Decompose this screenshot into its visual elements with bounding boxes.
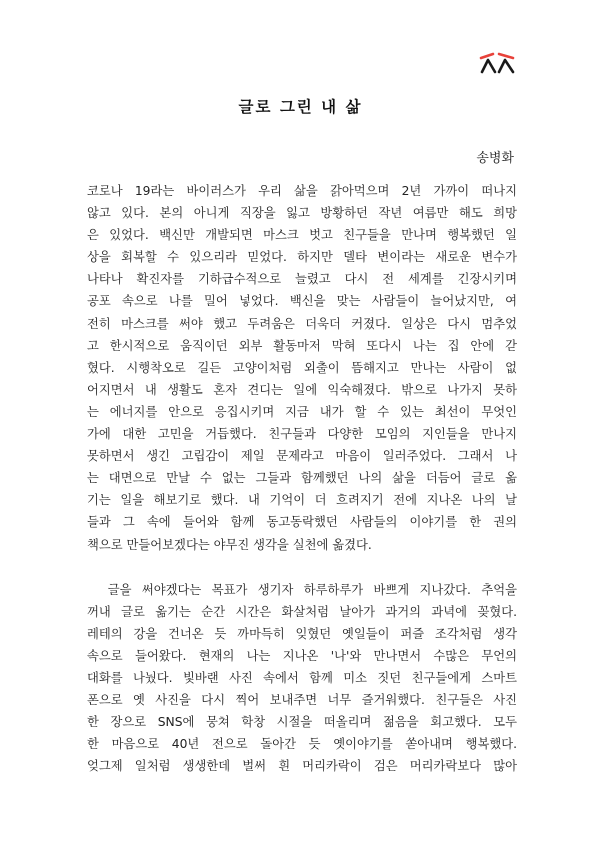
text-line: 혔다. 시행착오로 길든 고양이처럼 외출이 뜸해지고 만나는 사람이 없 — [87, 360, 517, 375]
text-line: 꺼내 글로 옮기는 순간 시간은 화살처럼 날아가 과거의 과녁에 꽂혔다. — [87, 604, 517, 619]
text-line: 못하면서 생긴 고립감이 제일 문제라고 마음이 일러주었다. 그래서 나 — [87, 449, 517, 464]
text-line: 은 있었다. 백신만 개발되면 마스크 벗고 친구들을 만나며 행복했던 일 — [87, 228, 517, 243]
text-line: 전히 마스크를 써야 했고 두려움은 더욱더 커졌다. 일상은 다시 멈추었 — [87, 316, 517, 331]
text-line: 는 에너지를 안으로 응집시키며 지금 내가 할 수 있는 최선이 무엇인 — [87, 404, 517, 419]
author-name: 송병화 — [476, 151, 514, 166]
paragraph-1 — [87, 180, 517, 556]
text-line: 엊그제 일처럼 생생한데 벌써 흰 머리카락이 검은 머리카락보다 많아 — [87, 759, 517, 774]
text-line: 속으로 들어왔다. 현재의 나는 지나온 '나'와 만나면서 수많은 무언의 — [87, 648, 517, 663]
text-line: 한 마음으로 40년 전으로 돌아간 듯 옛이야기를 쏟아내며 행복했다. — [87, 737, 517, 752]
paragraph-gap — [87, 556, 517, 579]
text-line: 폰으로 옛 사진을 다시 찍어 보내주면 너무 즐거워했다. 친구들은 사진 — [87, 693, 517, 708]
text-line: 고 한시적으로 움직이던 외부 활동마저 막혀 또다시 나는 집 안에 갇 — [87, 338, 517, 353]
text-line: 가에 대한 고민을 거듭했다. 친구들과 다양한 모임의 지인들을 만나지 — [87, 427, 517, 442]
text-line: 기는 일을 해보기로 했다. 내 기억이 더 흐려지기 전에 지나온 나의 날 — [87, 493, 517, 508]
text-line: 코로나 19라는 바이러스가 우리 삶을 갉아먹으며 2년 가까이 떠나지 — [87, 184, 517, 198]
text-line: 않고 있다. 본의 아니게 직장을 잃고 방황하던 작년 여름만 해도 희망 — [87, 206, 517, 221]
body-text — [87, 180, 517, 777]
text-line: 는 대면으로 만날 수 없는 그들과 함께했던 나의 삶을 더듬어 글로 옮 — [87, 471, 517, 486]
text-line: 상을 회복할 수 있으리라 믿었다. 하지만 델타 변이라는 새로운 변수가 — [87, 250, 517, 265]
paragraph-2 — [87, 579, 517, 778]
text-line: 대화를 나눴다. 빛바랜 사진 속에서 함께 미소 짓던 친구들에게 스마트 — [87, 670, 517, 685]
page-title: 글로 그린 내 삶 — [238, 98, 363, 116]
text-line: 한 장으로 SNS에 뭉쳐 학창 시절을 떠올리며 젊음을 회고했다. 모두 — [87, 715, 517, 730]
text-line: 레테의 강을 건너온 듯 까마득히 잊혔던 옛일들이 퍼즐 조각처럼 생각 — [87, 626, 517, 641]
text-line: 나타나 확진자를 기하급수적으로 늘렸고 다시 전 세계를 긴장시키며 — [87, 272, 517, 287]
text-line: 어지면서 내 생활도 혼자 견디는 일에 익숙해졌다. 밖으로 나가지 못하 — [87, 382, 517, 397]
text-line: 글을 써야겠다는 목표가 생기자 하루하루가 바쁘게 지나갔다. 추억을 — [87, 582, 517, 597]
text-line: 공포 속으로 나를 밀어 넣었다. 백신을 맞는 사람들이 늘어났지만, 여 — [87, 294, 517, 309]
text-line: 들과 그 속에 들어와 함께 동고동락했던 사람들의 이야기를 한 권의 — [87, 515, 517, 530]
text-line: 책으로 만들어보겠다는 야무진 생각을 실천에 옮겼다. — [87, 537, 372, 552]
publisher-logo-icon — [478, 52, 516, 74]
